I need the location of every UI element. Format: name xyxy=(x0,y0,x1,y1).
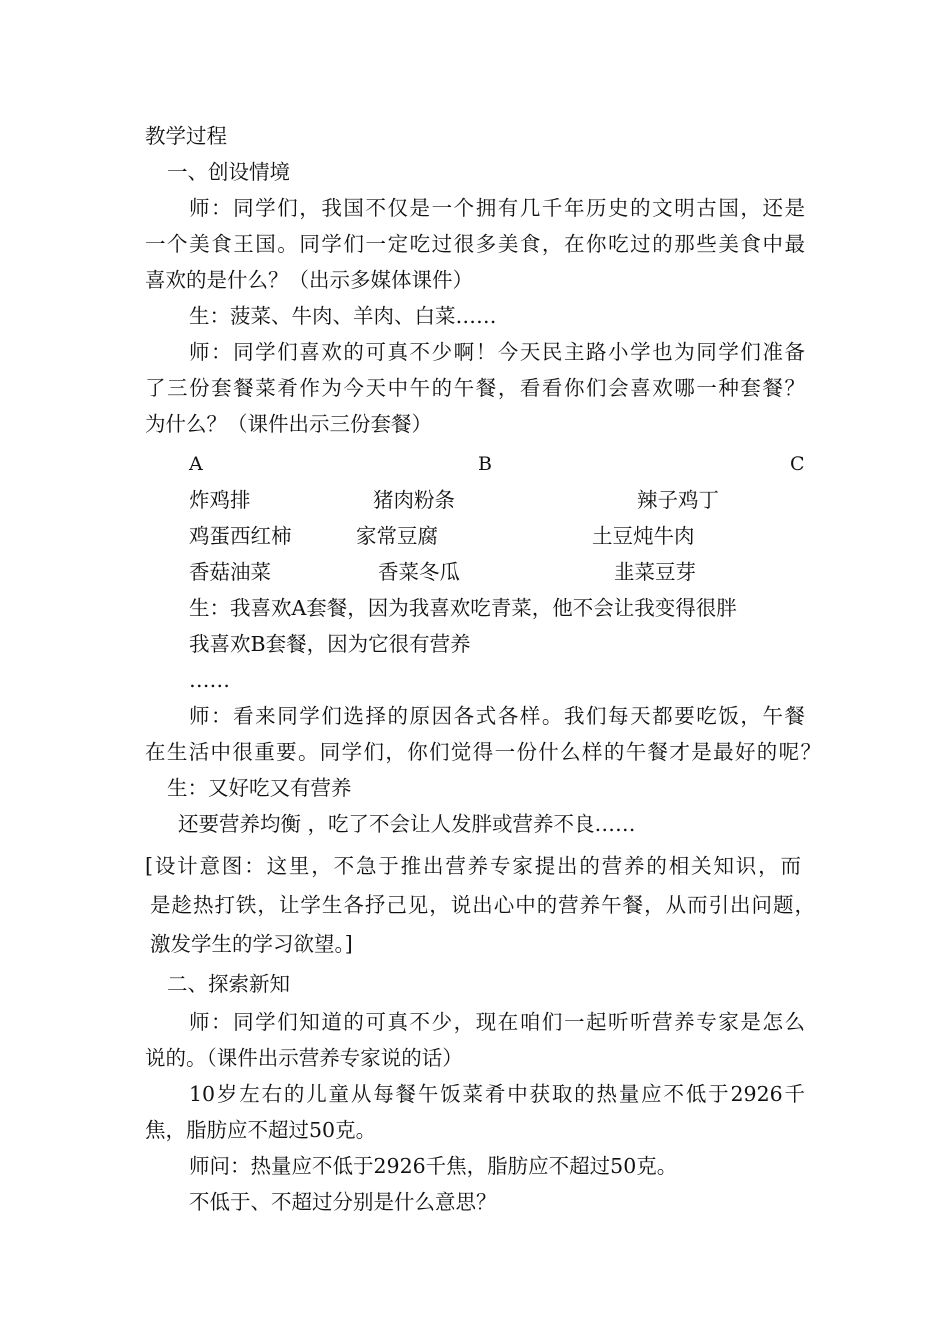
design-intent-line: 是趁热打铁，让学生各抒己见，说出心中的营养午餐，从而引出问题， xyxy=(150,893,815,917)
paragraph-line: 师：同学们，我国不仅是一个拥有几千年历史的文明古国，还是 xyxy=(189,196,805,220)
paragraph-line: 师问：热量应不低于2926千焦，脂肪应不超过50克。 xyxy=(189,1154,678,1178)
paragraph-line: 不低于、不超过分别是什么意思？ xyxy=(189,1190,497,1214)
menu-item: 香菜冬瓜 xyxy=(378,560,460,584)
paragraph-line: 为什么？（课件出示三份套餐） xyxy=(145,412,432,436)
paragraph-line: 在生活中很重要。同学们，你们觉得一份什么样的午餐才是最好的呢？ xyxy=(145,740,821,764)
menu-label-c: C xyxy=(790,453,805,475)
student-answer: 我喜欢B套餐，因为它很有营养 xyxy=(189,632,471,656)
paragraph-line: 师：同学们知道的可真不少，现在咱们一起听听营养专家是怎么 xyxy=(189,1010,805,1034)
section-heading: 二、探索新知 xyxy=(167,972,290,996)
menu-item: 香菇油菜 xyxy=(189,560,271,584)
student-answer: 还要营养均衡 ，吃了不会让人发胖或营养不良…… xyxy=(178,812,636,836)
menu-label-b: B xyxy=(478,453,492,475)
student-answer: 生：又好吃又有营养 xyxy=(167,776,352,800)
heading: 教学过程 xyxy=(145,124,227,148)
design-intent-line: 激发学生的学习欲望。] xyxy=(150,932,353,956)
menu-item: 鸡蛋西红柿 xyxy=(189,524,292,548)
ellipsis: …… xyxy=(189,668,230,692)
menu-item: 猪肉粉条 xyxy=(373,488,455,512)
design-intent-line: [设计意图：这里，不急于推出营养专家提出的营养的相关知识，而 xyxy=(145,854,801,878)
menu-item: 家常豆腐 xyxy=(356,524,438,548)
paragraph-line: 10岁左右的儿童从每餐午饭菜肴中获取的热量应不低于2926千 xyxy=(189,1082,805,1106)
menu-item: 土豆炖牛肉 xyxy=(592,524,695,548)
student-answer: 生：我喜欢A套餐，因为我喜欢吃青菜，他不会让我变得很胖 xyxy=(189,596,737,620)
menu-item: 韭菜豆芽 xyxy=(614,560,696,584)
section-heading: 一、创设情境 xyxy=(167,160,290,184)
paragraph-line: 喜欢的是什么？（出示多媒体课件） xyxy=(145,268,473,292)
paragraph-line: 了三份套餐菜肴作为今天中午的午餐，看看你们会喜欢哪一种套餐？ xyxy=(145,376,805,400)
menu-item: 炸鸡排 xyxy=(189,488,251,512)
menu-label-a: A xyxy=(189,453,203,475)
menu-item: 辣子鸡丁 xyxy=(637,488,719,512)
paragraph-line: 师：看来同学们选择的原因各式各样。我们每天都要吃饭，午餐 xyxy=(189,704,805,728)
student-answer: 生：菠菜、牛肉、羊肉、白菜…… xyxy=(189,304,497,328)
paragraph-line: 说的。（课件出示营养专家说的话） xyxy=(145,1046,463,1070)
paragraph-line: 师：同学们喜欢的可真不少啊！今天民主路小学也为同学们准备 xyxy=(189,340,805,364)
paragraph-line: 焦，脂肪应不超过50克。 xyxy=(145,1118,377,1142)
paragraph-line: 一个美食王国。同学们一定吃过很多美食，在你吃过的那些美食中最 xyxy=(145,232,805,256)
